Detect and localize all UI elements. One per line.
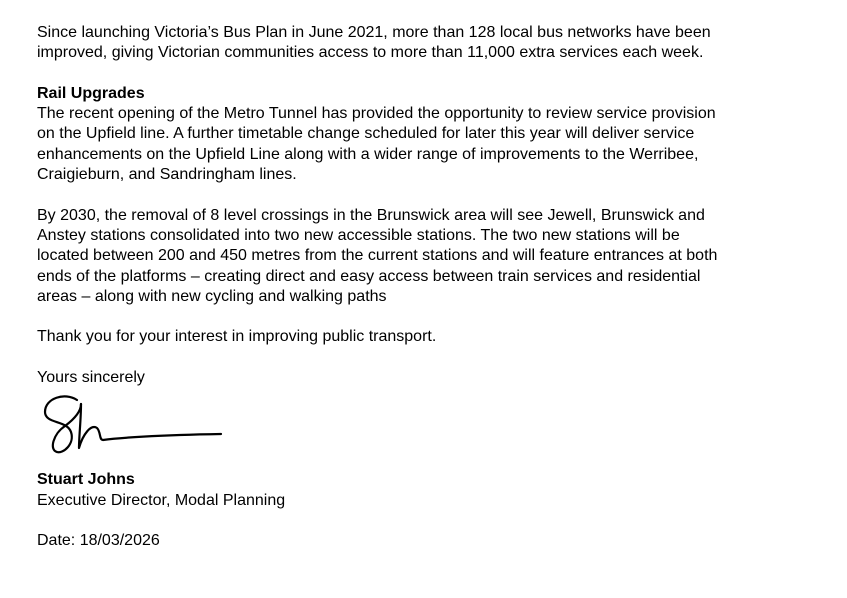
spacer [37, 348, 827, 368]
spacer [37, 307, 827, 327]
signatory-title: Executive Director, Modal Planning [37, 491, 286, 509]
section-heading-rail-upgrades: Rail Upgrades [37, 84, 145, 102]
spacer [37, 185, 827, 205]
intro-paragraph: Since launching Victoria’s Bus Plan in June 2021, more than 128 local bus networks have been improved, giving Victorian communities access to more than 11,000 extra services each week. [37, 24, 711, 62]
signatory-name: Stuart Johns [37, 471, 135, 489]
rail-paragraph-level-crossings: By 2030, the removal of 8 level crossings in the Brunswick area will see Jewell, Brunswick and Anstey stations consolidated into two new accessible stations. The two new stations will be located between 200 and 450 metres from the current stations and will feature entrances at both ends of the platforms – creating direct and easy access between train services and residential areas – along with new cycling and walking paths [37, 206, 718, 305]
handwritten-signature [37, 390, 237, 460]
thank-you-line: Thank you for your interest in improving public transport. [37, 328, 437, 346]
rail-paragraph-metro-tunnel: The recent opening of the Metro Tunnel has provided the opportunity to review service provision on the Upfield line. A further timetable change scheduled for later this year will deliver service enhancements on the Upfield Line along with a wider range of improvements to the Werribee, Craigieburn, and Sandringham lines. [37, 105, 716, 184]
spacer [37, 64, 827, 84]
salutation: Yours sincerely [37, 369, 145, 387]
spacer [37, 511, 827, 531]
letter-date: Date: 18/03/2026 [37, 532, 160, 550]
letter-body [37, 23, 827, 552]
